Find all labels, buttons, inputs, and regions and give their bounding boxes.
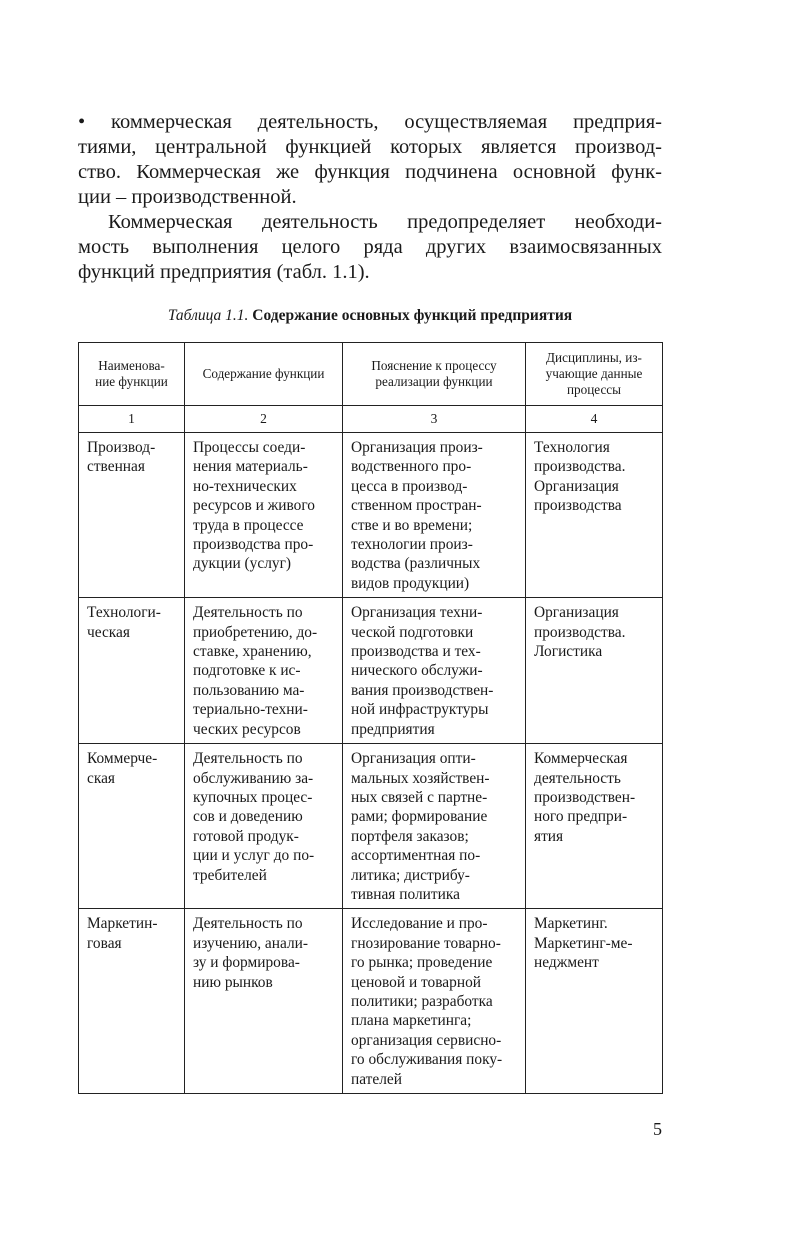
cell-line: ного предпри-	[534, 808, 628, 826]
cell-line: портфеля заказов;	[351, 827, 469, 845]
table-row	[79, 598, 663, 744]
cell-line: Исследование и про-	[351, 915, 488, 933]
table-body	[79, 433, 663, 1094]
cell-line: неджмент	[534, 954, 599, 972]
table-caption	[78, 306, 662, 326]
cell-line: ассортиментная по-	[351, 847, 481, 865]
table-header-row	[79, 343, 663, 406]
cell-line: дукции (услуг)	[193, 555, 292, 573]
cell-line: Логистика	[534, 643, 603, 661]
cell-line: ческих ресурсов	[193, 720, 301, 738]
cell-line: ции и услуг до по-	[193, 847, 315, 865]
cell-disciplines	[526, 598, 663, 744]
cell-line: ресурсов и живого	[193, 497, 316, 515]
cell-line: ческая	[87, 623, 130, 641]
cell-line: сов и доведению	[193, 808, 303, 826]
column-number-row	[79, 406, 663, 433]
cell-function-content	[185, 909, 343, 1094]
paragraph-line: • коммерческая деятельность, осуществляемая предприя-	[78, 111, 662, 133]
cell-line: технологии произ-	[351, 536, 473, 554]
cell-line: Организация опти-	[351, 750, 476, 768]
cell-line: нения материаль-	[193, 458, 308, 476]
cell-line: ятия	[534, 827, 564, 845]
cell-line: ценовой и товарной	[351, 973, 482, 991]
cell-line: териально-техни-	[193, 701, 308, 719]
table-row	[79, 744, 663, 909]
cell-line: рами; формирование	[351, 808, 488, 826]
cell-line: водства (различных	[351, 555, 481, 573]
cell-line: Организация	[534, 477, 619, 495]
cell-process-explanation	[343, 744, 526, 909]
cell-process-explanation	[343, 909, 526, 1094]
table-row	[79, 909, 663, 1094]
cell-line: ственном простран-	[351, 497, 482, 515]
cell-line: Коммерческая	[534, 750, 628, 768]
table-caption-prefix: Таблица 1.1.	[167, 307, 249, 324]
cell-line: литика; дистрибу-	[351, 866, 470, 884]
cell-line: производства и тех-	[351, 643, 481, 661]
header-function-content: Содержание функции	[185, 343, 343, 406]
cell-line: производства.	[534, 458, 626, 476]
cell-function-content	[185, 598, 343, 744]
cell-disciplines	[526, 433, 663, 598]
cell-disciplines	[526, 744, 663, 909]
paragraph-line: мость выполнения целого ряда других взаимосвязанных	[78, 236, 662, 258]
cell-line: го рынка; проведение	[351, 954, 493, 972]
paragraph-line: ство. Коммерческая же функция подчинена основной функ-	[78, 161, 662, 183]
cell-process-explanation	[343, 598, 526, 744]
cell-line: организация сервисно-	[351, 1031, 502, 1049]
cell-line: Технологи-	[87, 604, 161, 622]
cell-function-content	[185, 433, 343, 598]
cell-line: Коммерче-	[87, 750, 158, 768]
cell-line: производства	[534, 497, 622, 515]
cell-line: приобретению, до-	[193, 623, 318, 641]
functions-table	[78, 342, 663, 1094]
cell-process-explanation	[343, 433, 526, 598]
paragraph-line: функций предприятия (табл. 1.1).	[78, 261, 370, 283]
cell-line: Производ-	[87, 439, 156, 456]
cell-line: говая	[87, 934, 122, 952]
cell-line: изучению, анали-	[193, 934, 309, 952]
cell-line: но-технических	[193, 477, 297, 495]
paragraph-commercial-activity	[78, 110, 662, 210]
cell-line: мальных хозяйствен-	[351, 769, 490, 787]
cell-line: видов продукции)	[351, 574, 470, 592]
cell-line: стве и во времени;	[351, 516, 473, 534]
cell-line: водственного про-	[351, 458, 472, 476]
header-disciplines: Дисциплины, из- учающие данные процессы	[526, 343, 663, 406]
paragraph-line: Коммерческая деятельность предопределяет необходи-	[108, 211, 662, 233]
cell-line: го обслуживания поку-	[351, 1051, 503, 1069]
cell-line: гнозирование товарно-	[351, 934, 501, 952]
cell-line: Организация	[534, 604, 619, 622]
header-function-name: Наименова- ние функции	[79, 343, 185, 406]
cell-line: плана маркетинга;	[351, 1012, 472, 1030]
cell-line: производствен-	[534, 788, 636, 806]
cell-line: готовой продук-	[193, 827, 299, 845]
cell-line: подготовке к ис-	[193, 662, 301, 680]
cell-line: Технология	[534, 439, 610, 456]
paragraph-line: тиями, центральной функцией которых является производ-	[78, 136, 662, 158]
cell-line: цесса в производ-	[351, 477, 468, 495]
page-number: 5	[653, 1119, 662, 1139]
cell-line: ственная	[87, 458, 145, 476]
cell-line: Организация техни-	[351, 604, 483, 622]
cell-line: ская	[87, 769, 115, 787]
cell-function-name	[79, 909, 185, 1094]
cell-line: ных связей с партне-	[351, 788, 488, 806]
cell-function-name	[79, 744, 185, 909]
cell-line: тивная политика	[351, 885, 460, 903]
table-caption-title: Содержание основных функций предприятия	[252, 307, 573, 324]
cell-line: Деятельность по	[193, 915, 303, 933]
column-number: 2	[185, 406, 343, 433]
cell-line: политики; разработка	[351, 992, 493, 1010]
cell-line: Маркетинг.	[534, 915, 608, 933]
cell-line: зу и формирова-	[193, 954, 300, 972]
cell-line: производства.	[534, 623, 626, 641]
cell-line: Организация произ-	[351, 439, 483, 456]
cell-line: труда в процессе	[193, 516, 304, 534]
cell-line: пателей	[351, 1070, 402, 1088]
cell-line: предприятия	[351, 720, 435, 738]
table-row	[79, 433, 663, 598]
cell-line: деятельность	[534, 769, 621, 787]
cell-line: обслуживанию за-	[193, 769, 314, 787]
paragraph-line: ции – производственной.	[78, 186, 297, 208]
cell-line: пользованию ма-	[193, 681, 305, 699]
cell-disciplines	[526, 909, 663, 1094]
cell-line: нического обслужи-	[351, 662, 483, 680]
cell-line: производства про-	[193, 536, 314, 554]
cell-line: вания производствен-	[351, 681, 494, 699]
cell-line: купочных процес-	[193, 788, 313, 806]
cell-line: нию рынков	[193, 973, 273, 991]
cell-function-content	[185, 744, 343, 909]
header-process-explanation: Пояснение к процессу реализации функции	[343, 343, 526, 406]
cell-line: требителей	[193, 866, 267, 884]
cell-line: Деятельность по	[193, 604, 303, 622]
cell-function-name	[79, 433, 185, 598]
column-number: 1	[79, 406, 185, 433]
cell-function-name	[79, 598, 185, 744]
cell-line: Маркетин-	[87, 915, 158, 933]
paragraph-functions-intro	[78, 210, 662, 285]
cell-line: ставке, хранению,	[193, 643, 312, 661]
cell-line: Процессы соеди-	[193, 439, 306, 456]
column-number: 4	[526, 406, 663, 433]
cell-line: Деятельность по	[193, 750, 303, 768]
cell-line: Маркетинг-ме-	[534, 934, 633, 952]
cell-line: ческой подготовки	[351, 623, 474, 641]
cell-line: ной инфраструктуры	[351, 701, 489, 719]
column-number: 3	[343, 406, 526, 433]
